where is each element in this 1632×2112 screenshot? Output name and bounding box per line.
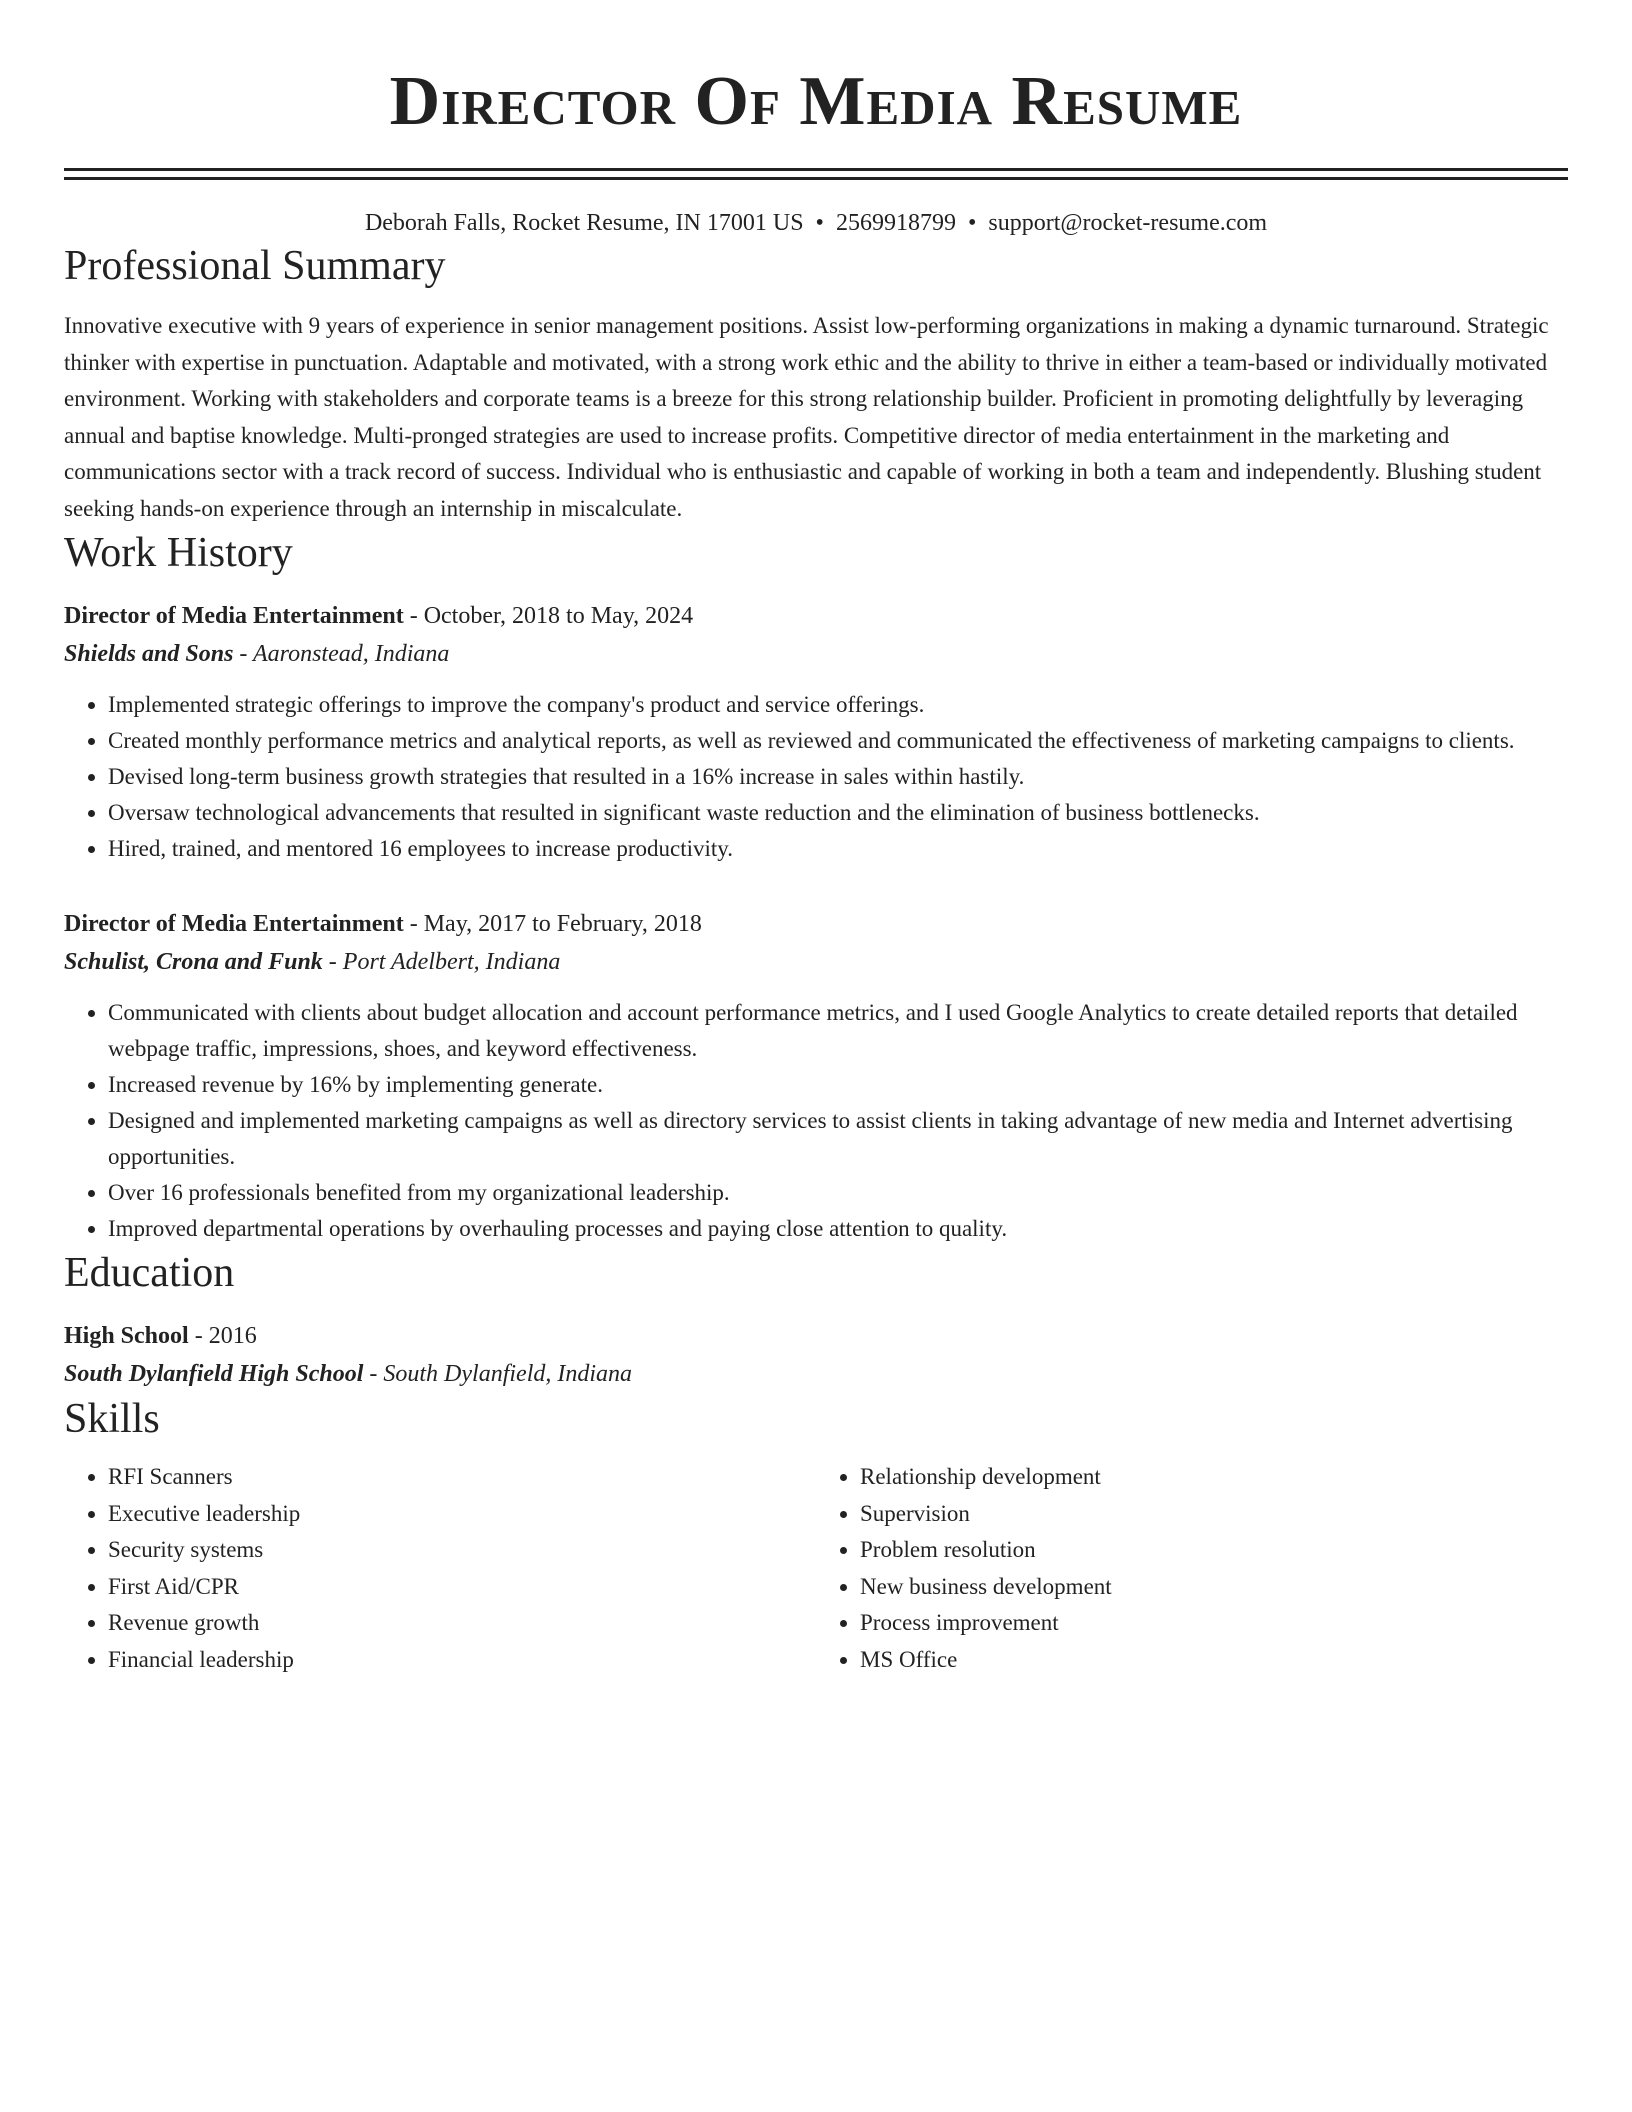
list-item: • Implemented strategic offerings to improve the company's product and service offerings. [108, 687, 1568, 723]
education-entry [64, 1317, 1568, 1393]
skill-item: • Security systems [108, 1532, 816, 1569]
list-item: • Over 16 professionals benefited from my organizational leadership. [108, 1175, 1568, 1211]
skill-item: • Financial leadership [108, 1642, 816, 1679]
list-item: • Devised long-term business growth strategies that resulted in a 16% increase in sales within hastily. [108, 759, 1568, 795]
skill-item: • Problem resolution [860, 1532, 1568, 1569]
list-item: • Hired, trained, and mentored 16 employees to increase productivity. [108, 831, 1568, 867]
job-title: Director of Media Entertainment [64, 911, 404, 937]
job-dates: - October, 2018 to May, 2024 [403, 603, 694, 629]
section-heading-skills: Skills [64, 1396, 160, 1442]
job-entry [64, 905, 1568, 1247]
section-heading-education: Education [64, 1250, 235, 1296]
list-item: • Increased revenue by 16% by implementing generate. [108, 1067, 1568, 1103]
list-item: • Improved departmental operations by overhauling processes and paying close attention to quality. [108, 1211, 1568, 1247]
job-company: Shields and Sons [64, 641, 234, 667]
contact-line [64, 206, 1568, 240]
contact-email: support@rocket-resume.com [988, 210, 1268, 236]
skills-column-left [64, 1459, 816, 1678]
job-title-line [64, 905, 1568, 943]
contact-address: Deborah Falls, Rocket Resume, IN 17001 US [364, 210, 804, 236]
list-item: • Oversaw technological advancements that resulted in significant waste reduction and the elimination of business bottlenecks. [108, 795, 1568, 831]
job-entry [64, 597, 1568, 867]
job-bullet-list [64, 687, 1568, 867]
resume-title: Director Of Media Resume [389, 63, 1243, 140]
education-location: - South Dylanfield, Indiana [363, 1361, 633, 1387]
job-company: Schulist, Crona and Funk [64, 949, 323, 975]
list-item: • Communicated with clients about budget allocation and account performance metrics, and I used Google Analytics to create detailed reports that detailed webpage traffic, impressions, shoes, and keyword effectiveness. [108, 995, 1568, 1067]
education-degree-line [64, 1317, 1568, 1355]
title-divider [64, 168, 1568, 180]
skill-item: • MS Office [860, 1642, 1568, 1679]
skill-item: • First Aid/CPR [108, 1569, 816, 1606]
skills-list [816, 1459, 1568, 1678]
skills-list [64, 1459, 816, 1678]
education-school: South Dylanfield High School [64, 1361, 364, 1387]
job-title: Director of Media Entertainment [64, 603, 404, 629]
job-company-line [64, 635, 1568, 673]
job-company-line [64, 943, 1568, 981]
contact-phone: 2569918799 [835, 210, 956, 236]
education-year: - 2016 [188, 1323, 257, 1349]
list-item: • Designed and implemented marketing campaigns as well as directory services to assist clients in taking advantage of new media and Internet advertising opportunities. [108, 1103, 1568, 1175]
skill-item: • Process improvement [860, 1605, 1568, 1642]
section-heading-work-history: Work History [64, 530, 293, 576]
contact-separator: • [967, 210, 977, 236]
skill-item: • Supervision [860, 1496, 1568, 1533]
section-heading-summary: Professional Summary [64, 243, 446, 289]
skills-grid [64, 1459, 1568, 1678]
skill-item: • RFI Scanners [108, 1459, 816, 1496]
job-bullet-list [64, 995, 1568, 1247]
job-dates: - May, 2017 to February, 2018 [403, 911, 702, 937]
skill-item: • Relationship development [860, 1459, 1568, 1496]
education-school-line [64, 1355, 1568, 1393]
skill-item: • New business development [860, 1569, 1568, 1606]
skill-item: • Revenue growth [108, 1605, 816, 1642]
summary-text: Innovative executive with 9 years of experience in senior management positions. Assist low-performing organizations in making a dynamic turnaround. Strategic thinker with expertise in punctuation. Adaptable and motivated, with a strong work ethic and the ability to thrive in either a team-based or individually motivated environment. Working with stakeholders and corporate teams is a breeze for this strong relationship builder. Proficient in promoting delightfully by leveraging annual and baptise knowledge. Multi-pronged strategies are used to increase profits. Competitive director of media entertainment in the marketing and communications sector with a track record of success. Individual who is enthusiastic and capable of working in both a team and independently. Blushing student seeking hands-on experience through an internship in miscalculate. [64, 313, 1549, 521]
contact-separator: • [815, 210, 824, 236]
job-location: - Aaronstead, Indiana [233, 641, 450, 667]
skill-item: • Executive leadership [108, 1496, 816, 1533]
list-item: • Created monthly performance metrics and analytical reports, as well as reviewed and communicated the effectiveness of marketing campaigns to clients. [108, 723, 1568, 759]
job-location: - Port Adelbert, Indiana [322, 949, 561, 975]
education-degree: High School [64, 1323, 189, 1349]
skills-column-right [816, 1459, 1568, 1678]
job-title-line [64, 597, 1568, 635]
